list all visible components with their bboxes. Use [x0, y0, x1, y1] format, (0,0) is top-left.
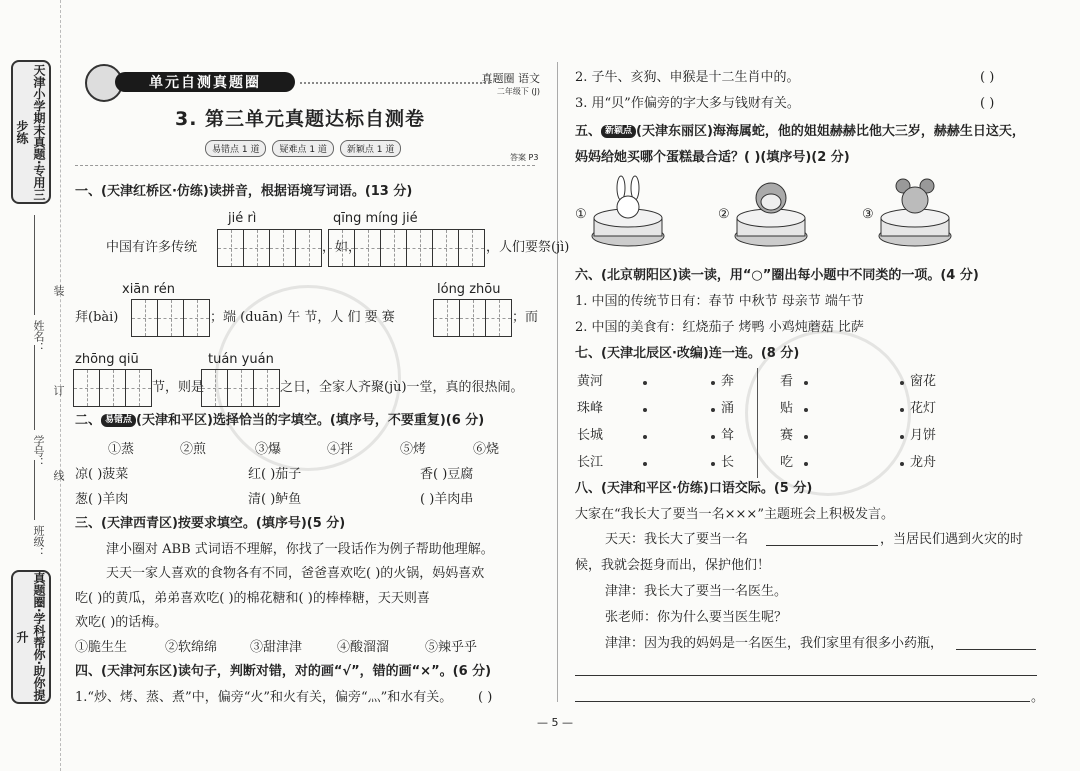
q1-line1c: ，人们要祭(jì)	[486, 240, 570, 255]
seal-char-2: 订	[52, 385, 65, 396]
divider	[75, 165, 535, 166]
pinyin: zhōng qiū	[75, 352, 139, 367]
match-mid2: 贴	[780, 401, 794, 416]
match-dot[interactable]	[643, 462, 647, 466]
q2-option: ④拌	[327, 442, 354, 457]
pinyin: tuán yuán	[208, 352, 274, 367]
q2-tag: 易错点	[101, 414, 136, 427]
writing-grid[interactable]	[73, 369, 152, 407]
cake-label: ①	[575, 207, 587, 222]
q4-title: 四、(天津河东区)读句子，判断对错，对的画“√”，错的画“×”。(6 分)	[75, 664, 492, 679]
match-dot[interactable]	[711, 435, 715, 439]
header-pill: 单元自测真题圈	[115, 72, 295, 92]
q1-line1b: ，如，	[322, 240, 362, 255]
q4-paren[interactable]: ( )	[980, 96, 995, 111]
q8-para: 津津：我长大了要当一名医生。	[605, 584, 788, 599]
cake-label: ②	[718, 207, 730, 222]
answer-ref: 答案 P3	[510, 153, 539, 162]
q8-answer-line[interactable]	[575, 701, 1030, 702]
seal-char-3: 线	[52, 470, 65, 481]
match-dot[interactable]	[804, 462, 808, 466]
seal-char-1: 装	[52, 285, 65, 296]
q3-para: 欢吃( )的话梅。	[75, 615, 168, 630]
match-divider	[757, 368, 758, 478]
q1-line2c: ；而	[512, 310, 539, 325]
match-left: 长城	[577, 428, 604, 443]
q4-statement: 3. 用“贝”作偏旁的字大多与钱财有关。	[575, 96, 800, 111]
match-dot[interactable]	[900, 435, 904, 439]
book-title: 真题圈 语文	[481, 72, 540, 85]
q2-blank[interactable]: 凉( )菠菜	[75, 467, 129, 482]
q4-statement: 1.“炒、烤、蒸、煮”中，偏旁“火”和火有关，偏旁“灬”和水有关。	[75, 690, 453, 705]
q1-line1a: 中国有许多传统	[106, 240, 198, 255]
pinyin: lóng zhōu	[437, 282, 501, 297]
binding-strip	[0, 0, 65, 771]
match-dot[interactable]	[900, 381, 904, 385]
match-left: 长江	[577, 455, 604, 470]
q8-answer-line[interactable]	[575, 675, 1037, 676]
q1-title: 一、(天津红桥区·仿练)读拼音，根据语境写词语。(13 分)	[75, 184, 413, 199]
q1-line2a: 拜(bài)	[75, 310, 119, 325]
match-dot[interactable]	[643, 381, 647, 385]
q5-tag: 新颖点	[601, 125, 636, 138]
name-line	[34, 215, 35, 315]
rabbit-cake-icon[interactable]	[588, 174, 668, 254]
match-mid: 涌	[721, 401, 735, 416]
q8-answer-line[interactable]	[766, 545, 878, 546]
q6-title: 六、(北京朝阳区)读一读，用“○”圈出每小题中不同类的一项。(4 分)	[575, 268, 979, 283]
q2-option: ⑤烤	[400, 442, 427, 457]
monkey-cake-icon[interactable]	[731, 174, 811, 254]
page-title: 3. 第三单元真题达标自测卷	[174, 108, 426, 130]
q6-item: 1. 中国的传统节日有：春节 中秋节 母亲节 端午节	[575, 294, 864, 309]
q4-paren[interactable]: ( )	[478, 690, 493, 705]
pinyin: jié rì	[228, 211, 257, 226]
match-dot[interactable]	[804, 381, 808, 385]
q2-option: ⑥烧	[473, 442, 500, 457]
q3-option: ①脆生生	[75, 640, 128, 655]
q8-para: 天天：我长大了要当一名	[605, 532, 749, 547]
match-dot[interactable]	[643, 435, 647, 439]
q2-option: ②煎	[180, 442, 207, 457]
class-line	[34, 460, 35, 520]
q3-para: 天天一家人喜欢的食物各有不同，爸爸喜欢吃( )的火锅，妈妈喜欢	[106, 566, 485, 581]
match-left: 珠峰	[577, 401, 604, 416]
match-mid: 长	[721, 455, 735, 470]
writing-grid[interactable]	[131, 299, 210, 337]
match-right: 窗花	[910, 374, 937, 389]
header-right	[482, 70, 541, 97]
mouse-cake-icon[interactable]	[875, 174, 955, 254]
q2-blank[interactable]: ( )羊肉串	[420, 492, 474, 507]
match-mid: 奔	[721, 374, 735, 389]
match-left: 黄河	[577, 374, 604, 389]
column-divider	[557, 62, 558, 702]
q4-paren[interactable]: ( )	[980, 70, 995, 85]
q2-option: ①蒸	[108, 442, 135, 457]
difficulty-tag: 新颖点 1 道	[340, 140, 401, 157]
match-right: 月饼	[910, 428, 937, 443]
match-dot[interactable]	[711, 381, 715, 385]
q8-para: 津津：因为我的妈妈是一名医生，我们家里有很多小药瓶，	[605, 636, 944, 651]
q8-para: 张老师：你为什么要当医生呢？	[605, 610, 788, 625]
q1-line3b: 之日，全家人齐聚(jù)一堂，真的很热闹。	[280, 380, 524, 395]
match-dot[interactable]	[711, 462, 715, 466]
match-dot[interactable]	[804, 435, 808, 439]
grade-label: 二年级下 (J)	[496, 87, 540, 96]
q8-answer-line[interactable]	[956, 649, 1036, 650]
series-badge: 天津小学期末真题·专用三步练	[11, 60, 51, 204]
q3-option: ⑤辣乎乎	[425, 640, 478, 655]
writing-grid[interactable]	[328, 229, 485, 267]
q2-option: ③爆	[255, 442, 282, 457]
name-label: 姓名：	[32, 320, 45, 353]
writing-grid[interactable]	[217, 229, 322, 267]
q3-title: 三、(天津西青区)按要求填空。(填序号)(5 分)	[75, 516, 346, 531]
q8-para: 大家在“我长大了要当一名×××”主题班会上积极发言。	[575, 507, 894, 522]
q3-option: ④酸溜溜	[337, 640, 390, 655]
q2-blank[interactable]: 红( )茄子	[248, 467, 302, 482]
q7-title: 七、(天津北辰区·改编)连一连。(8 分)	[575, 346, 800, 361]
difficulty-tag: 疑难点 1 道	[272, 140, 333, 157]
q3-para: 津小圈对 ABB 式词语不理解，你找了一段话作为例子帮助他理解。	[106, 542, 494, 557]
match-right: 龙舟	[910, 455, 937, 470]
match-mid2: 赛	[780, 428, 794, 443]
q5-title: 五、 新颖点 (天津东丽区)海海属蛇，他的姐姐赫赫比他大三岁，赫赫生日这天，	[575, 124, 1025, 139]
match-dot[interactable]	[643, 408, 647, 412]
header-dots	[300, 82, 490, 84]
match-dot[interactable]	[711, 408, 715, 412]
match-dot[interactable]	[900, 462, 904, 466]
q3-option: ②软绵绵	[165, 640, 218, 655]
brand-badge: 真题圈·学科帮你·助你提升	[11, 570, 51, 704]
writing-grid[interactable]	[201, 369, 280, 407]
q1-line2b: ；端 (duān) 午 节，人 们 要 赛	[210, 310, 395, 325]
match-right: 花灯	[910, 401, 937, 416]
cake-label: ③	[862, 207, 874, 222]
match-mid2: 看	[780, 374, 794, 389]
q3-option: ③甜津津	[250, 640, 303, 655]
difficulty-tags	[205, 140, 401, 157]
q6-item: 2. 中国的美食有：红烧茄子 烤鸭 小鸡炖蘑菇 比萨	[575, 320, 864, 335]
q3-para: 吃( )的黄瓜，弟弟喜欢吃( )的棉花糖和( )的棒棒糖，天天则喜	[75, 591, 430, 606]
q2-blank[interactable]: 葱( )羊肉	[75, 492, 129, 507]
q8-para: 候，我就会挺身而出，保护他们！	[575, 558, 771, 573]
q5-subtitle: 妈妈给她买哪个蛋糕最合适？( )(填序号)(2 分)	[575, 150, 850, 165]
section-header	[75, 70, 540, 96]
q4-statement: 2. 子牛、亥狗、申猴是十二生肖中的。	[575, 70, 800, 85]
id-line	[34, 345, 35, 430]
pinyin: xiān rén	[122, 282, 175, 297]
match-mid: 耸	[721, 428, 735, 443]
pinyin: qīng míng jié	[333, 211, 418, 226]
difficulty-tag: 易错点 1 道	[205, 140, 266, 157]
q2-blank[interactable]: 香( )豆腐	[420, 467, 474, 482]
q2-blank[interactable]: 清( )鲈鱼	[248, 492, 302, 507]
q8-end-period: 。	[1031, 690, 1045, 705]
match-dot[interactable]	[900, 408, 904, 412]
match-dot[interactable]	[804, 408, 808, 412]
q8-title: 八、(天津和平区·仿练)口语交际。(5 分)	[575, 481, 813, 496]
q1-line3a: 节，则是	[152, 380, 205, 395]
match-mid2: 吃	[780, 455, 794, 470]
q8-para: ，当居民们遇到火灾的时	[880, 532, 1024, 547]
id-label: 学号：	[32, 435, 45, 468]
page-number: — 5 —	[537, 716, 573, 729]
class-label: 班级：	[32, 525, 45, 558]
writing-grid[interactable]	[433, 299, 512, 337]
q2-title: 二、 易错点 (天津和平区)选择恰当的字填空。(填序号，不要重复)(6 分)	[75, 413, 485, 428]
